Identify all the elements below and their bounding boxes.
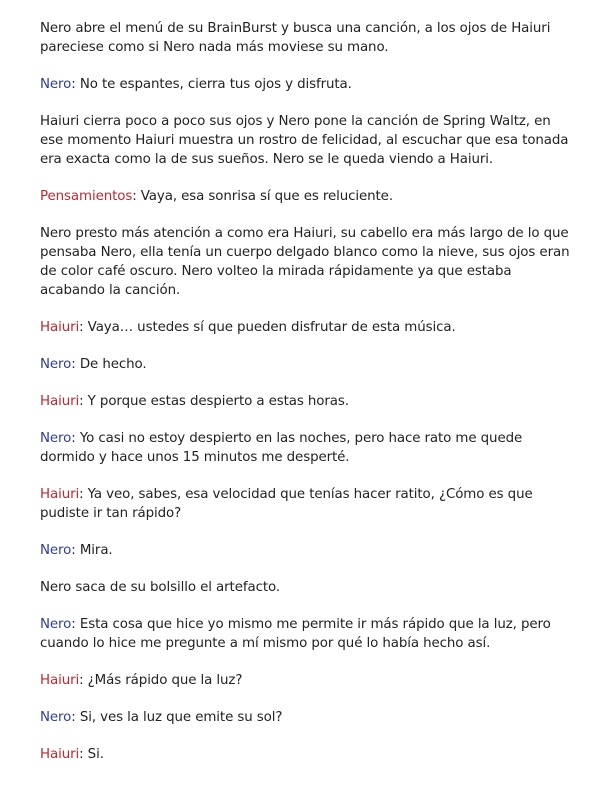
dialogue-text: : No te espantes, cierra tus ojos y disfruta. bbox=[71, 77, 352, 92]
speaker-name: Nero bbox=[40, 617, 72, 632]
narration-text: Nero saca de su bolsillo el artefacto. bbox=[40, 580, 280, 595]
dialogue-text: : ¿Más rápido que la luz? bbox=[79, 673, 243, 688]
paragraph-narration bbox=[40, 112, 572, 169]
dialogue-line bbox=[40, 429, 572, 467]
speaker-name: Haiuri bbox=[40, 747, 80, 762]
speaker-name: Nero bbox=[40, 77, 72, 92]
dialogue-text: : Vaya, esa sonrisa sí que es reluciente. bbox=[132, 189, 393, 204]
dialogue-text: : Ya veo, sabes, esa velocidad que tenías hacer ratito, ¿Cómo es que pudiste ir tan rápido? bbox=[40, 487, 533, 521]
speaker-name: Nero bbox=[40, 710, 72, 725]
dialogue-text: : Si. bbox=[79, 747, 104, 762]
speaker-name: Haiuri bbox=[40, 487, 80, 502]
dialogue-line bbox=[40, 392, 572, 411]
narration-text: Nero presto más atención a como era Haiuri, su cabello era más largo de lo que pensaba Nero, ella tenía un cuerpo delgado blanco como la nieve, sus ojos eran de color café oscuro. Nero volteo la mirada rápidamente ya que estaba acabando la canción. bbox=[40, 226, 570, 298]
speaker-name: Haiuri bbox=[40, 394, 80, 409]
dialogue-line bbox=[40, 318, 572, 337]
dialogue-line bbox=[40, 485, 572, 523]
speaker-name: Nero bbox=[40, 357, 72, 372]
dialogue-line bbox=[40, 615, 572, 653]
dialogue-text: : Mira. bbox=[71, 543, 113, 558]
dialogue-line bbox=[40, 708, 572, 727]
speaker-name: Haiuri bbox=[40, 320, 80, 335]
dialogue-line bbox=[40, 671, 572, 690]
dialogue-text: : Y porque estas despierto a estas horas. bbox=[79, 394, 349, 409]
narration-text: Nero abre el menú de su BrainBurst y busca una canción, a los ojos de Haiuri pareciese como si Nero nada más moviese su mano. bbox=[40, 21, 551, 55]
speaker-name: Nero bbox=[40, 543, 72, 558]
speaker-name: Pensamientos bbox=[40, 189, 133, 204]
speaker-name: Nero bbox=[40, 431, 72, 446]
paragraph-narration bbox=[40, 224, 572, 300]
dialogue-text: : Si, ves la luz que emite su sol? bbox=[71, 710, 283, 725]
dialogue-line bbox=[40, 541, 572, 560]
dialogue-line bbox=[40, 187, 572, 206]
speaker-name: Haiuri bbox=[40, 673, 80, 688]
dialogue-line bbox=[40, 355, 572, 374]
dialogue-line bbox=[40, 75, 572, 94]
paragraph-narration bbox=[40, 578, 572, 597]
paragraph-narration bbox=[40, 19, 572, 57]
dialogue-text: : Esta cosa que hice yo mismo me permite ir más rápido que la luz, pero cuando lo hice me pregunte a mí mismo por qué lo había hecho así. bbox=[40, 617, 551, 651]
dialogue-text: : Yo casi no estoy despierto en las noches, pero hace rato me quede dormido y hace unos 15 minutos me desperté. bbox=[40, 431, 523, 465]
dialogue-line bbox=[40, 745, 572, 764]
dialogue-text: : Vaya… ustedes sí que pueden disfrutar de esta música. bbox=[79, 320, 456, 335]
dialogue-text: : De hecho. bbox=[71, 357, 147, 372]
narration-text: Haiuri cierra poco a poco sus ojos y Nero pone la canción de Spring Waltz, en ese momento Haiuri muestra un rostro de felicidad, al escuchar que esa tonada era exacta como la de sus sueños. Nero se le queda viendo a Haiuri. bbox=[40, 114, 569, 167]
